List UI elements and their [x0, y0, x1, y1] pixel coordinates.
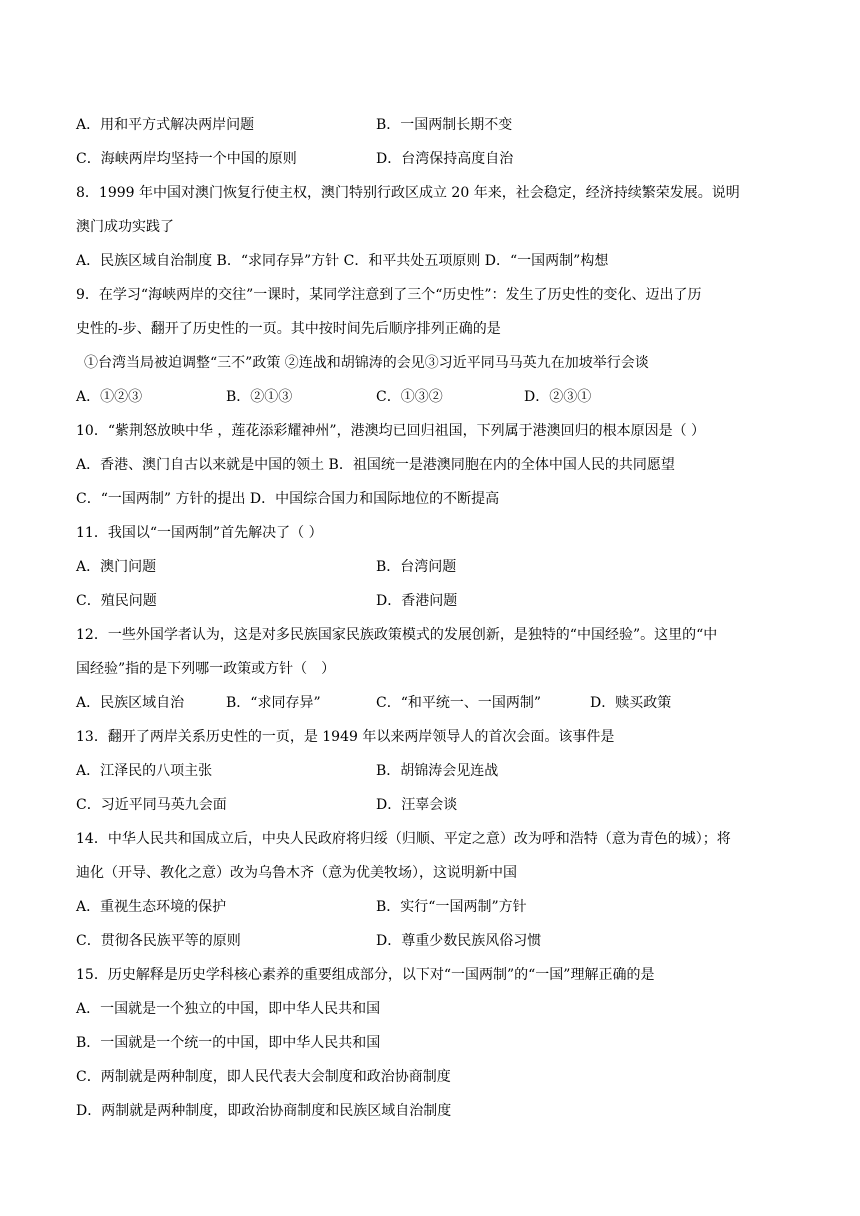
q12-stem-line-2: 国经验”指的是下列哪一政策或方针（ ） [76, 661, 336, 677]
q15-option-c: C．两制就是两种制度，即人民代表大会制度和政治协商制度 [76, 1069, 451, 1085]
q11-option-b: B．台湾问题 [376, 559, 457, 575]
q7-option-d: D．台湾保持高度自治 [376, 151, 514, 167]
q9-options-row [76, 380, 788, 414]
q12-option-a: A．民族区域自治 [76, 695, 185, 711]
q13-options-row-1 [76, 754, 788, 788]
q14-option-a: A．重视生态环境的保护 [76, 899, 227, 915]
q12-option-d: D．赎买政策 [590, 695, 672, 711]
q15-option-b: B．一国就是一个统一的中国，即中华人民共和国 [76, 1035, 381, 1051]
q8-stem-line-1: 8．1999 年中国对澳门恢复行使主权，澳门特别行政区成立 20 年来，社会稳定，经济持续繁荣发展。说明 [76, 185, 740, 201]
q10-stem: 10．“紫荆怒放映中华 ，莲花添彩耀神州”，港澳均已回归祖国，下列属于港澳回归的根本原因是（ ） [76, 423, 706, 439]
q12-option-b: B．“求同存异” [226, 695, 321, 711]
q9-stem-line-1: 9．在学习“海峡两岸的交往”一课时，某同学注意到了三个“历史性”：发生了历史性的变化、迈出了历 [76, 287, 702, 303]
q8-options: A．民族区域自治制度 B．“求同存异”方针 C．和平共处五项原则 D．“一国两制”构想 [76, 253, 609, 269]
q9-option-b: B．②①③ [226, 389, 293, 405]
q14-option-b: B．实行“一国两制”方针 [376, 899, 527, 915]
q7-options-row-2 [76, 142, 788, 176]
q11-stem: 11．我国以“一国两制”首先解决了（ ） [76, 525, 323, 541]
q9-stem-line-2: 史性的-步、翻开了历史性的一页。其中按时间先后顺序排列正确的是 [76, 321, 501, 337]
q15-stem: 15．历史解释是历史学科核心素养的重要组成部分，以下对“一国两制”的“一国”理解正确的是 [76, 967, 655, 983]
q14-options-row-2 [76, 924, 788, 958]
q13-stem: 13．翻开了两岸关系历史性的一页，是 1949 年以来两岸领导人的首次会面。该事件是 [76, 729, 615, 745]
q13-option-b: B．胡锦涛会见连战 [376, 763, 499, 779]
q14-option-c: C．贯彻各民族平等的原则 [76, 933, 241, 949]
q7-option-c: C．海峡两岸均坚持一个中国的原则 [76, 151, 297, 167]
q14-option-d: D．尊重少数民族风俗习惯 [376, 933, 542, 949]
q7-options-row-1 [76, 108, 788, 142]
q11-options-row-1 [76, 550, 788, 584]
q13-option-c: C．习近平同马英九会面 [76, 797, 227, 813]
q10-options-line-1: A．香港、澳门自古以来就是中国的领土 B．祖国统一是港澳同胞在内的全体中国人民的共同愿望 [76, 457, 675, 473]
q7-option-b: B．一国两制长期不变 [376, 117, 513, 133]
q11-options-row-2 [76, 584, 788, 618]
q13-option-d: D．汪辜会谈 [376, 797, 458, 813]
q12-stem-line-1: 12．一些外国学者认为，这是对多民族国家民族政策模式的发展创新，是独特的“中国经验”。这里的“中 [76, 627, 718, 643]
q15-option-d: D．两制就是两种制度，即政治协商制度和民族区域自治制度 [76, 1103, 452, 1119]
q14-stem-line-2: 迪化（开导、教化之意）改为乌鲁木齐（意为优美牧场），这说明新中国 [76, 865, 517, 881]
exam-page [76, 108, 788, 1128]
q11-option-c: C．殖民问题 [76, 593, 157, 609]
q7-option-a: A．用和平方式解决两岸问题 [76, 117, 255, 133]
q9-option-a: A．①②③ [76, 389, 143, 405]
q9-option-d: D．②③① [524, 389, 592, 405]
q11-option-d: D．香港问题 [376, 593, 458, 609]
q12-options-row [76, 686, 788, 720]
q14-options-row-1 [76, 890, 788, 924]
q13-option-a: A．江泽民的八项主张 [76, 763, 213, 779]
q12-option-c: C．“和平统一、一国两制” [376, 695, 542, 711]
q9-items: ①台湾当局被迫调整“三不”政策 ②连战和胡锦涛的会见③习近平同马马英九在加坡举行会谈 [84, 355, 649, 371]
q15-option-a: A．一国就是一个独立的中国，即中华人民共和国 [76, 1001, 381, 1017]
q9-option-c: C．①③② [376, 389, 443, 405]
q14-stem-line-1: 14．中华人民共和国成立后，中央人民政府将归绥（归顺、平定之意）改为呼和浩特（意为青色的城）；将 [76, 831, 731, 847]
q8-stem-line-2: 澳门成功实践了 [76, 219, 174, 235]
q11-option-a: A．澳门问题 [76, 559, 157, 575]
q13-options-row-2 [76, 788, 788, 822]
q10-options-line-2: C．“一国两制” 方针的提出 D．中国综合国力和国际地位的不断提高 [76, 491, 500, 507]
